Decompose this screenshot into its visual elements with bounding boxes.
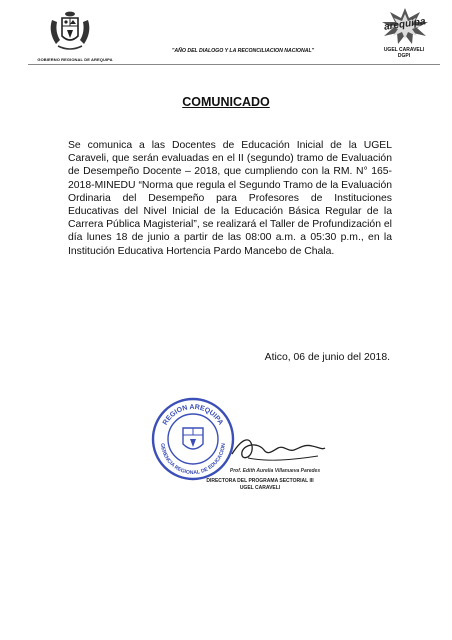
signer-name: Prof. Edith Aurelia Villanueva Paredes xyxy=(229,468,321,474)
year-motto: "AÑO DEL DIALOGO Y LA RECONCILIACION NACIONAL" xyxy=(171,48,315,54)
signer-role xyxy=(196,478,324,492)
document-date: Atico, 06 de junio del 2018. xyxy=(264,352,390,363)
document-title: COMUNICADO xyxy=(182,95,270,109)
coat-of-arms-icon xyxy=(46,10,94,54)
signer-role-line1: DIRECTORA DEL PROGRAMA SECTORIAL III xyxy=(206,478,314,484)
ugel-label-line1: UGEL CARAVELI xyxy=(383,47,425,53)
logo-wordmark: arequipa xyxy=(383,16,427,33)
handwritten-signature xyxy=(228,428,328,468)
ugel-label-line2: DGPI xyxy=(397,53,411,59)
regional-government-label: GOBIERNO REGIONAL DE AREQUIPA xyxy=(37,57,113,62)
stamp-inner-text: GERENCIA REGIONAL DE EDUCACION xyxy=(158,442,228,477)
header-divider xyxy=(28,64,440,65)
ugel-label xyxy=(376,47,432,59)
stamp-outer-text: REGION AREQUIPA xyxy=(161,403,225,427)
announcement-body: Se comunica a las Docentes de Educación Inicial de la UGEL Caraveli, que serán evaluadas en el II (segundo) tramo de Evaluación de Desempeño Docente – 2018, que cumpliendo con la RM. N° 165-2018-MINEDU “Norma que regula el Segundo Tramo de la Evaluación Ordinaria del Desempeño para Profesores de Instituciones Educativas del Nivel Inicial de la Educación Básica Regular de la Carrera Pública Magisterial”, se realizará el Taller de Profundización el día lunes 18 de junio a partir de las 08:00 a.m. a 05:30 p.m., en la Institución Educativa Hortencia Pardo Mancebo de Chala. xyxy=(68,140,393,257)
svg-text:REGION AREQUIPA xyxy=(162,404,224,426)
signer-role-line2: UGEL CARAVELI xyxy=(239,485,281,491)
